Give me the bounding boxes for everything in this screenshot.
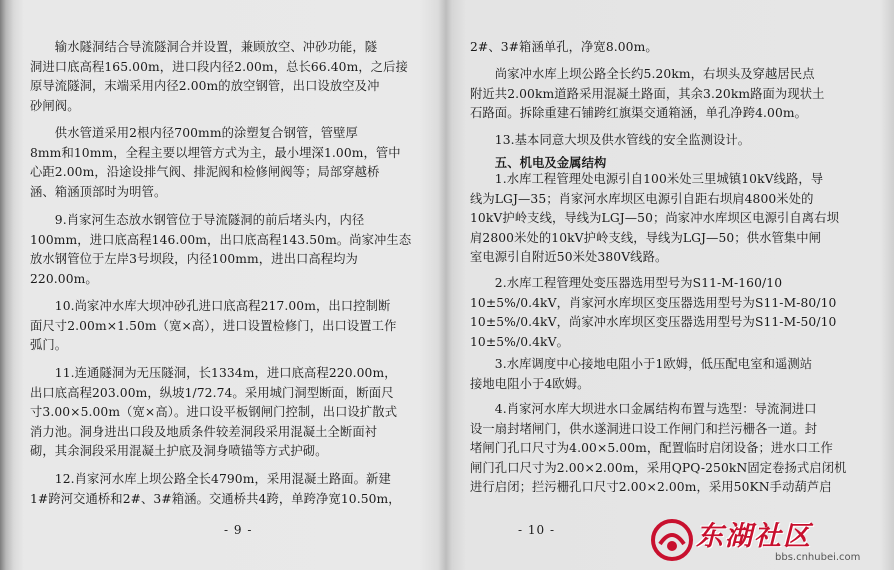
text-line: 寸3.00×5.00m（宽×高）。进口设平板钢闸门控制，出口设扩散式 [30, 405, 398, 420]
right-page [470, 0, 882, 570]
text-line: 2#、3#箱涵单孔，净宽8.00m。 [470, 40, 658, 54]
text-line: 室电源引自附近50米处380V线路。 [470, 250, 668, 265]
text-line: 输水隧洞结合导流隧洞合并设置，兼顾放空、冲砂功能，隧 [30, 40, 378, 54]
text-line: 堵闸门孔口尺寸为4.00×5.00m，配置临时启闭设备；进水口工作 [470, 441, 833, 456]
text-line: 放水钢管位于左岸3号坝段，内径100mm，进出口高程均为 [30, 252, 358, 267]
text-line: 涵、箱涵顶部时为明管。 [30, 184, 167, 199]
text-line: 4.肖家河水库大坝进水口金属结构布置与选型：导流洞进口 [470, 402, 817, 416]
left-page [30, 0, 442, 570]
text-line: 100mm，进口底高程146.00m，出口底高程143.50m。尚家冲生态 [30, 232, 412, 247]
watermark-emblem-icon [650, 518, 694, 562]
text-line: 设一扇封堵闸门，供水遂洞进口设工作闸门和拦污栅各一道。封 [470, 421, 818, 436]
text-line: 12.肖家河水库上坝公路全长4790m，采用混凝土路面。新建 [30, 472, 391, 486]
paragraph [30, 211, 442, 289]
paragraph [470, 355, 882, 394]
text-line: 消力池。洞身进出口段及地质条件较差洞段采用混凝土全断面衬 [30, 424, 378, 439]
text-line: 10±5%/0.4kV，尚家冲水库坝区变压器选用型号为S11-M-50/10 [470, 315, 837, 330]
text-line: 弧门。 [30, 338, 68, 353]
text-line: 进行启闭；拦污栅孔口尺寸2.00×2.00m，采用50KN手动葫芦启 [470, 480, 832, 495]
watermark-url: bbs.cnhubei.com [775, 552, 861, 563]
text-line: 面尺寸2.00m×1.50m（宽×高），进口设置检修门，出口设置工作 [30, 318, 397, 333]
paragraph [30, 470, 442, 509]
text-line: 10±5%/0.4kV。 [470, 334, 569, 349]
paragraph [470, 38, 882, 58]
text-line: 1#跨河交通桥和2#、3#箱涵。交通桥共4跨，单跨净宽10.50m， [30, 491, 401, 506]
text-line: 供水管道采用2根内径700mm的涂塑复合钢管，管壁厚 [30, 126, 358, 140]
text-line: 8mm和10mm，全程主要以埋管方式为主，最小埋深1.00m，管中 [30, 145, 401, 160]
text-line: 尚家冲水库上坝公路全长约5.20km，右坝头及穿越居民点 [470, 67, 815, 81]
text-line: 10kV护岭支线，导线为LGJ—50；尚家冲水库坝区电源引自离右坝 [470, 211, 839, 226]
text-line: 砂闸阀。 [30, 98, 80, 113]
text-line: 原导流隧洞，末端采用内径2.00m的放空钢管，出口设放空及冲 [30, 79, 380, 94]
text-line: 10.尚家冲水库大坝冲砂孔进口底高程217.00m，出口控制断 [30, 299, 391, 313]
text-line: 石路面。拆除重建石铺跨红旗渠交通箱涵，单孔净跨4.00m。 [470, 106, 808, 121]
paragraph [470, 131, 882, 151]
watermark-name: 东湖社区 [696, 521, 812, 552]
page-number-right: - 10 - [518, 523, 556, 537]
text-line: 接地电阻小于4欧姆。 [470, 376, 590, 391]
text-line: 13.基本同意大坝及供水管线的安全监测设计。 [470, 133, 751, 147]
paragraph [30, 124, 442, 202]
paragraph [470, 400, 882, 498]
text-line: 10±5%/0.4kV，肖家河水库坝区变压器选用型号为S11-M-80/10 [470, 295, 837, 310]
paragraph [470, 274, 882, 352]
text-line: 心距2.00m，沿途设排气阀、排泥阀和检修闸阀等；局部穿越桥 [30, 165, 380, 180]
text-line: 五、机电及金属结构 [470, 155, 607, 170]
text-line: 出口底高程203.00m，纵坡1/72.74。采用城门洞型断面，断面尺 [30, 385, 394, 400]
text-line: 线为LGJ—35；肖家河水库坝区电源引自距右坝肩4800米处的 [470, 191, 814, 206]
text-line: 砌，其余洞段采用混凝土护底及洞身喷锚等方式护砌。 [30, 444, 328, 459]
text-line: 220.00m。 [30, 271, 98, 286]
text-line: 闸门孔口尺寸为2.00×2.00m，采用QPQ-250kN固定卷扬式启闭机 [470, 460, 847, 475]
text-line: 3.水库调度中心接地电阻小于1欧姆，低压配电室和遥测站 [470, 357, 813, 371]
paragraph [470, 65, 882, 124]
paragraph [30, 364, 442, 462]
paragraph [30, 297, 442, 356]
paragraph [30, 38, 442, 116]
text-line: 肩2800米处的10kV护岭支线，导线为LGJ—50；供水管集中闸 [470, 230, 822, 245]
text-line: 1.水库工程管理处电源引自100米处三里城镇10kV线路，导 [470, 172, 824, 186]
text-line: 11.连通隧洞为无压隧洞，长1334m，进口底高程220.00m， [30, 366, 397, 380]
watermark-logo [640, 512, 894, 570]
text-line: 附近共2.00km道路采用混凝土路面，其余3.20km路面为现状土 [470, 86, 825, 101]
paragraph [470, 170, 882, 268]
text-line: 9.肖家河生态放水钢管位于导流隧洞的前后堵头内，内径 [30, 213, 365, 227]
page-number-left: - 9 - [224, 523, 253, 537]
text-line: 洞进口底高程165.00m，进口段内径2.00m，总长66.40m，之后接 [30, 59, 408, 74]
text-line: 2.水库工程管理处变压器选用型号为S11-M-160/10 [470, 276, 783, 290]
